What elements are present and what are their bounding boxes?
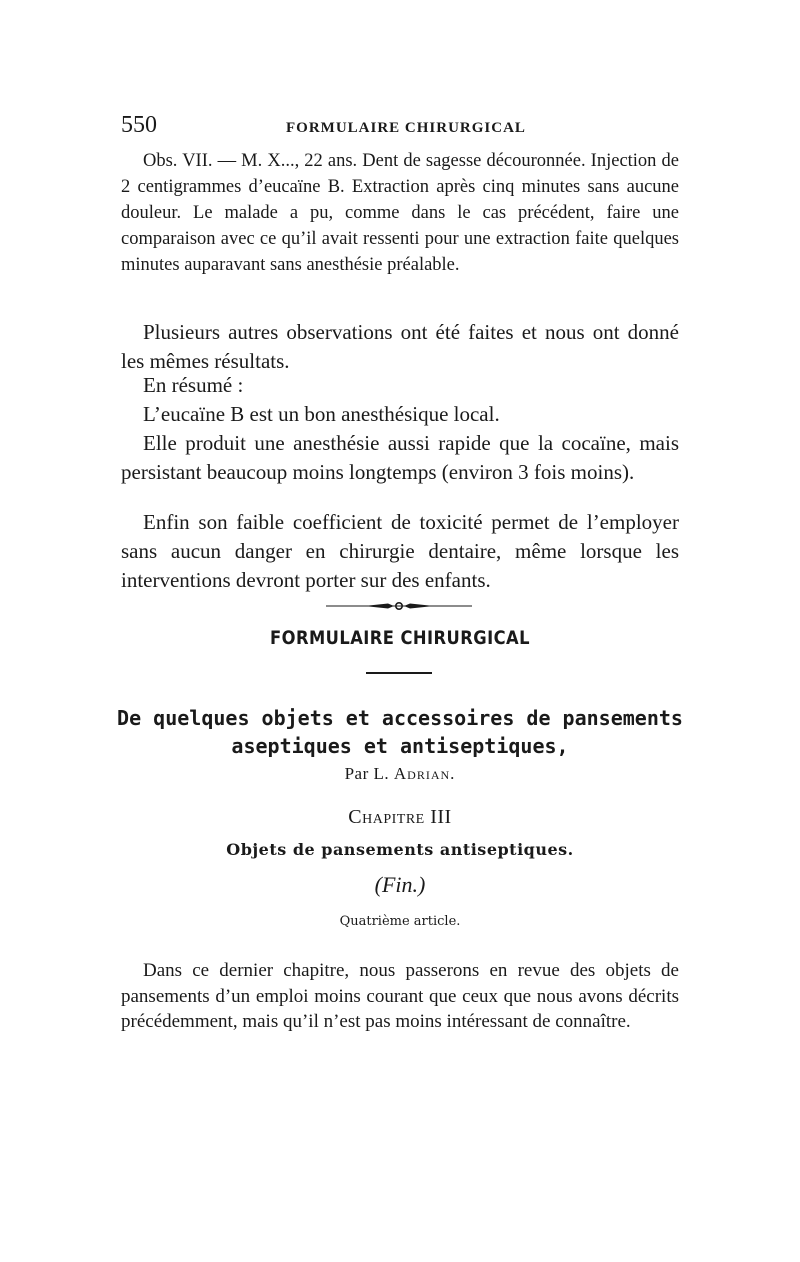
page-header — [121, 112, 681, 142]
observation-paragraph: Obs. VII. — M. X..., 22 ans. Dent de sagesse découronnée. Injection de 2 centigrammes d’eucaïne B. Extraction après cinq minutes sans aucune douleur. Le malade a pu, comme dans le cas précédent, faire une comparaison avec ce qu’il avait ressenti pour une extraction faite quelques minutes auparavant sans anesthésie préalable. — [121, 151, 679, 275]
byline-prefix: Par L. — [344, 764, 390, 783]
section-title: FORMULAIRE CHIRURGICAL — [270, 627, 530, 649]
running-head: FORMULAIRE CHIRURGICAL — [286, 120, 526, 136]
body-paragraph-eucaine: L’eucaïne B est un bon anesthésique local. — [143, 402, 500, 426]
article-title-line-1: De quelques objets et accessoires de pansements — [117, 706, 683, 730]
body-paragraph-toxicity: Enfin son faible coefficient de toxicité permet de l’employer sans aucun danger en chirurgie dentaire, même lorsque les interventions devront porter sur des enfants. — [121, 510, 679, 592]
chapter-heading: Chapitre III — [348, 806, 452, 828]
author-name: Adrian. — [393, 764, 456, 783]
ornament-divider-icon — [326, 600, 472, 612]
body-paragraph-observations: Plusieurs autres observations ont été faites et nous ont donné les mêmes résultats. — [121, 320, 679, 373]
page-number: 550 — [121, 112, 157, 138]
article-number: Quatrième article. — [339, 914, 461, 929]
article-title-line-2: aseptiques et antiseptiques, — [231, 734, 569, 758]
fin-marker: (Fin.) — [374, 872, 426, 897]
closing-paragraph: Dans ce dernier chapitre, nous passerons en revue des objets de pansements d’un emploi moins courant que ceux que nous avons décrits précédemment, mais qu’il n’est pas moins intéressant de connaître. — [121, 960, 679, 1032]
chapter-subtitle: Objets de pansements antiseptiques. — [226, 840, 574, 859]
byline — [0, 764, 800, 784]
title-rule — [366, 672, 432, 674]
body-paragraph-summary-heading: En résumé : — [143, 373, 244, 397]
body-paragraph-anesthesia: Elle produit une anesthésie aussi rapide que la cocaïne, mais persistant beaucoup moins longtemps (environ 3 fois moins). — [121, 431, 679, 484]
article-title — [0, 704, 800, 760]
